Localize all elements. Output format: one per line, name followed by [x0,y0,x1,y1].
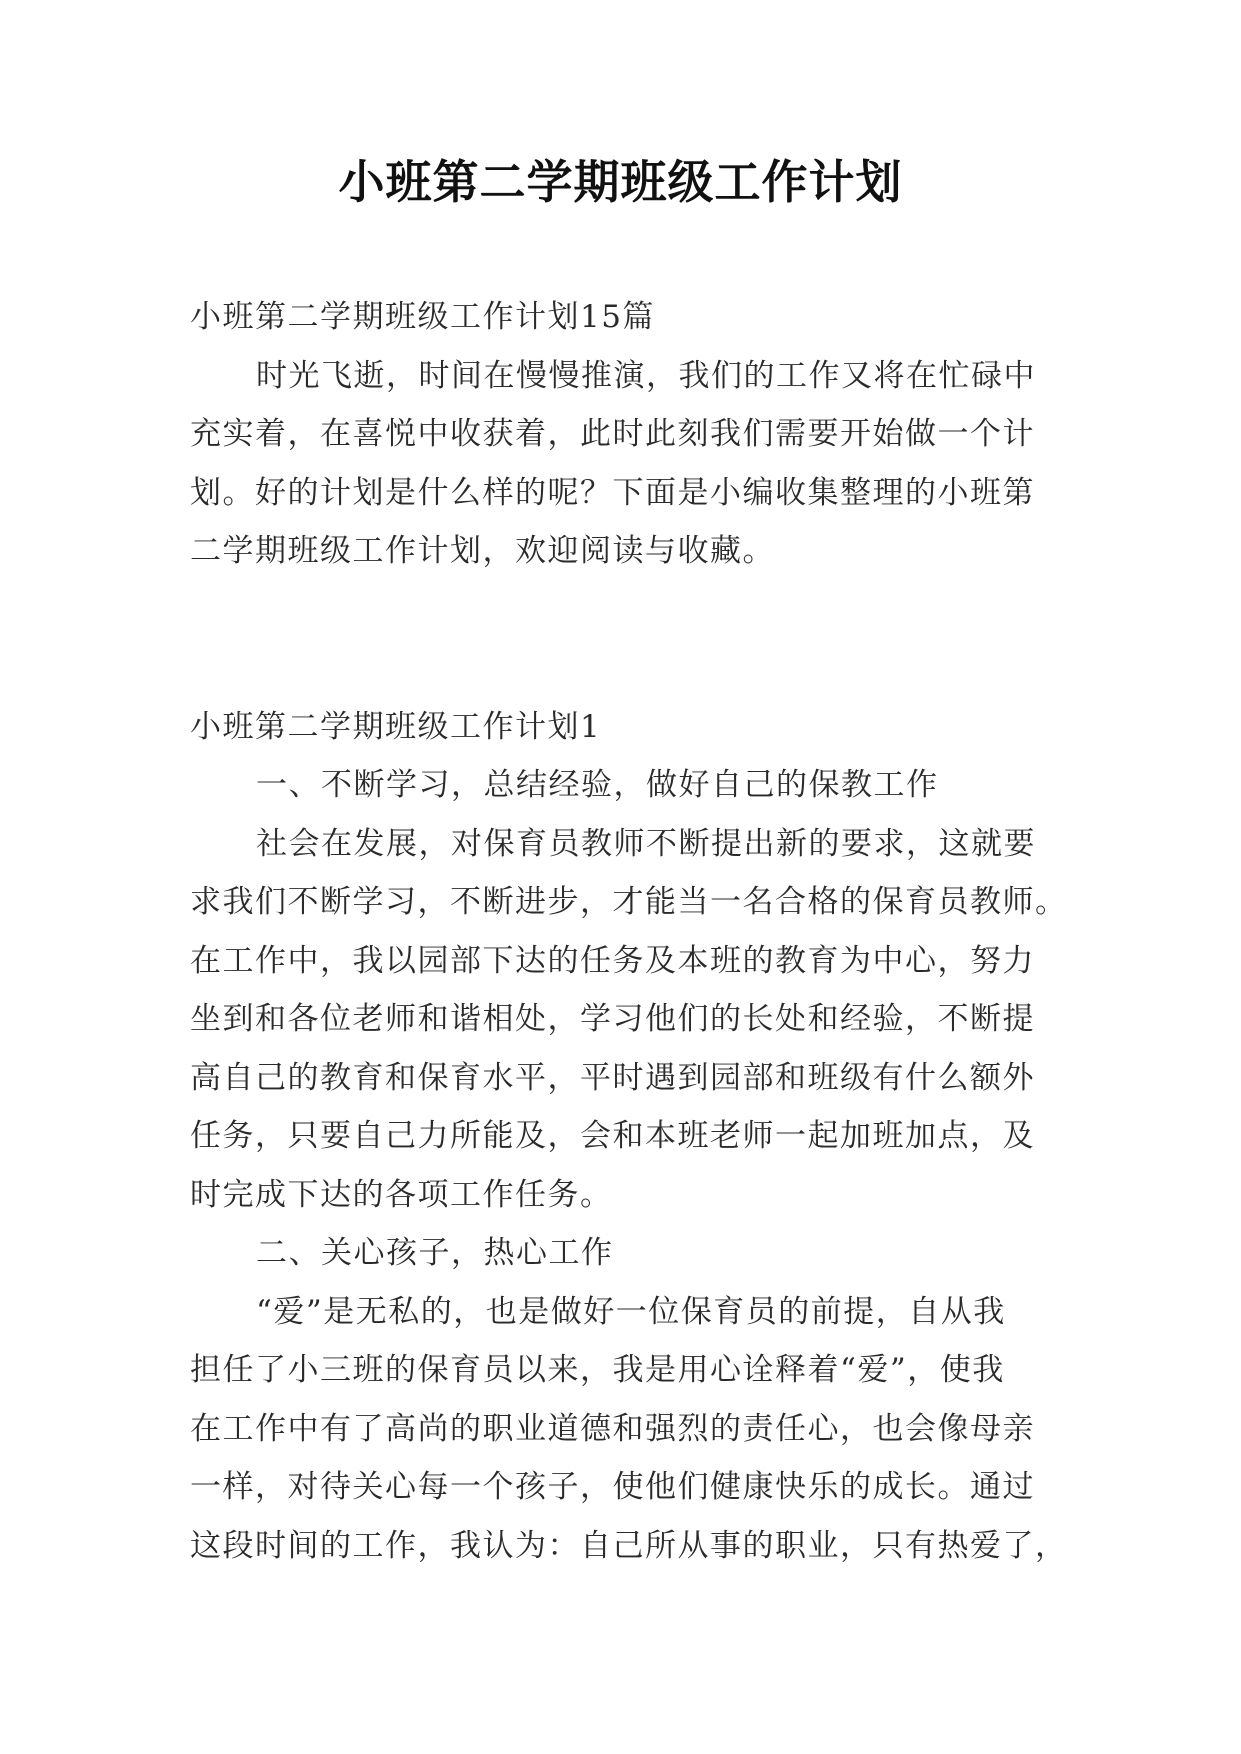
paragraph-line: “爱”是无私的，也是做好一位保育员的前提，自从我 [256,1293,1006,1330]
section-spacer [190,581,1052,698]
paragraph-line: 任务，只要自己力所能及，会和本班老师一起加班加点，及 [190,1118,1035,1154]
paragraph-line: 时完成下达的各项工作任务。 [190,1176,613,1213]
intro-line: 划。好的计划是什么样的呢？下面是小编收集整理的小班第 [190,474,1035,511]
paragraph-line: 社会在发展，对保育员教师不断提出新的要求，这就要 [256,825,1036,862]
paragraph-line: 高自己的教育和保育水平，平时遇到园部和班级有什么额外 [190,1059,1035,1096]
paragraph-line: 坐到和各位老师和谐相处，学习他们的长处和经验，不断提 [190,1001,1035,1037]
paragraph-line: 一样，对待关心每一个孩子，使他们健康快乐的成长。通过 [190,1469,1035,1505]
paragraph-line: 在工作中有了高尚的职业道德和强烈的责任心，也会像母亲 [190,1410,1035,1447]
intro-line: 时光飞逝，时间在慢慢推演，我们的工作又将在忙碌中 [256,357,1036,394]
section-heading: 小班第二学期班级工作计划1 [190,708,602,745]
intro-line: 二学期班级工作计划，欢迎阅读与收藏。 [190,533,775,569]
paragraph-line: 这段时间的工作，我认为：自己所从事的职业，只有热爱了， [190,1527,1068,1564]
intro-line: 充实着，在喜悦中收获着，此时此刻我们需要开始做一个计 [190,416,1035,452]
point-heading: 一、不断学习，总结经验，做好自己的保教工作 [256,767,939,803]
point-heading: 二、关心孩子，热心工作 [256,1235,614,1271]
paragraph-line: 担任了小三班的保育员以来，我是用心诠释着“爱”，使我 [190,1352,1005,1388]
paragraph-line: 在工作中，我以园部下达的任务及本班的教育为中心，努力 [190,942,1035,979]
document-subtitle: 小班第二学期班级工作计划15篇 [190,299,655,335]
document-title: 小班第二学期班级工作计划 [338,155,903,209]
document-body [190,288,1068,1575]
paragraph-line: 求我们不断学习，不断进步，才能当一名合格的保育员教师。 [190,884,1068,920]
